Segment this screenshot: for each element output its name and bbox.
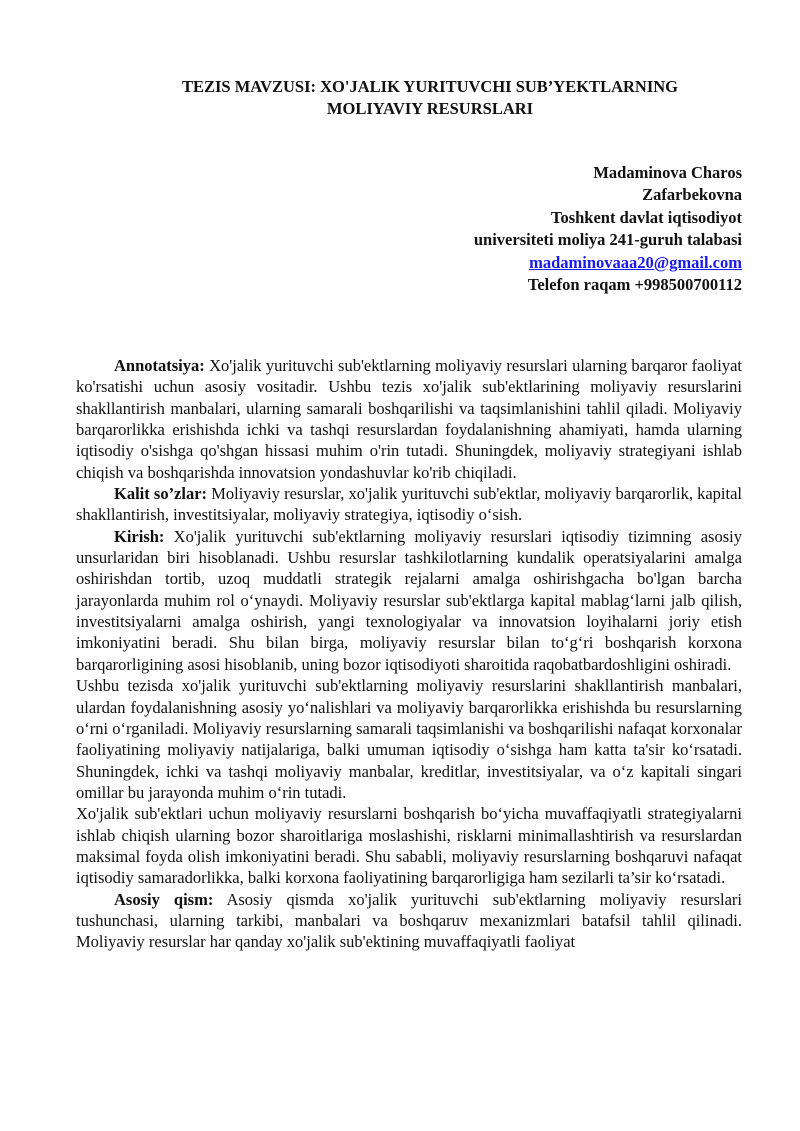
title-line-1: TEZIS MAVZUSI: XO'JALIK YURITUVCHI SUB’YEKTLARNING [181,77,678,96]
author-phone: Telefon raqam +998500700112 [527,275,742,295]
introduction-label: Kirish: [114,526,165,546]
main-part-paragraph [76,889,742,953]
author-name-line-1: Madaminova Charos [593,163,742,182]
annotation-text: Xo'jalik yurituvchi sub'ektlarning moliyaviy resurslari ularning barqaror faoliyat ko'rsatishi uchun asosiy vositadir. Ushbu tezis xo'jalik sub'ektlarining moliyaviy resurslarini shakllantirish manbalari, ularning samarali boshqarilishi va taqsimlanishini tahlil qiladi. Moliyaviy barqarorlikka erishishda ichki va tashqi resurslardan foydalanishning ahamiyati, hamda ularning iqtisodiy o'sishga qo'shgan hissasi muhim o'rin tutadi. Shuningdek, moliyaviy strategiyani ishlab chiqish va boshqarishda innovatsion yondashuvlar ko'rib chiqiladi. [76,356,742,482]
author-name-line-2: Zafarbekovna [642,185,742,205]
thesis-title [60,76,800,120]
title-line-2: MOLIYAVIY RESURSLARI [326,99,534,118]
introduction-paragraph-2: Ushbu tezisda xo'jalik yurituvchi sub'ektlarning moliyaviy resurslarini shakllantirish manbalari, ulardan foydalanishning asosiy yo‘nalishlari va moliyaviy barqarorlikka erishishda bu resurslarning o‘rni o‘rganiladi. Moliyaviy resurslarning samarali taqsimlanishi va boshqarilishi nafaqat korxonalar faoliyatining moliyaviy natijalariga, balki umuman iqtisodiy o‘sishga ham katta ta'sir ko‘rsatadi. Shuningdek, ichki va tashqi moliyaviy manbalar, kreditlar, investitsiyalar, va o‘z kapitali singari omillar bu jarayonda muhim o‘rin tutadi. [76,676,742,802]
author-email-line [242,252,742,274]
annotation-paragraph [76,355,742,483]
introduction-text: Xo'jalik yurituvchi sub'ektlarning moliyaviy resurslari iqtisodiy tizimning asosiy unsurlaridan biri hisoblanadi. Ushbu resurslar tashkilotlarning kundalik operatsiyalarini amalga oshirishdan tortib, uzoq muddatli strategik rejalarni amalga oshirishgacha bo'lgan barcha jarayonlarda muhim rol o‘ynaydi. Moliyaviy resurslar sub'ektlarga kapital mablag‘larni jalb qilish, investitsiyalarni amalga oshirish, yangi texnologiyalar va innovatsion loyihalarni joriy etish imkoniyatini beradi. Shu bilan birga, moliyaviy resurslar bilan to‘g‘ri boshqarish korxona barqarorligining asosi hisoblanib, uning bozor iqtisodiyoti sharoitida raqobatbardoshligini oshiradi. [76,526,742,674]
author-email-link[interactable]: madaminovaaa20@gmail.com [529,252,742,272]
keywords-paragraph [76,483,742,526]
introduction-paragraph-3: Xo'jalik sub'ektlari uchun moliyaviy resurslarni boshqarish bo‘yicha muvaffaqiyatli strategiyalarni ishlab chiqish ularning bozor sharoitlariga moslashishi, risklarni minimallashtirish va resurslardan maksimal foyda olish imkoniyatini beradi. Shu sababli, moliyaviy resurslarning boshqaruvi nafaqat iqtisodiy samaradorlikka, balki korxona faoliyatining barqarorligiga ham sezilarli ta’sir ko‘rsatadi. [76,804,742,888]
annotation-label: Annotatsiya: [114,356,205,375]
document-body [76,355,742,953]
author-affiliation-line-1: Toshkent davlat iqtisodiyot [550,207,742,227]
main-part-text: Asosiy qismda xo'jalik yurituvchi sub'ektlarning moliyaviy resurslari tushunchasi, ularning tarkibi, manbalari va boshqaruv mexanizmlari batafsil tahlil qilinadi. Moliyaviy resurslar har qanday xo'jalik sub'ektining muvaffaqiyatli faoliyat [76,889,743,952]
author-affiliation-line-2: universiteti moliya 241-guruh talabasi [473,230,742,250]
author-block [242,162,742,296]
main-part-label: Asosiy qism: [114,889,214,909]
keywords-label: Kalit so’zlar: [114,484,208,504]
keywords-text: Moliyaviy resurslar, xo'jalik yurituvchi sub'ektlar, moliyaviy barqarorlik, kapital shakllantirish, investitsiyalar, moliyaviy strategiya, iqtisodiy o‘sish. [76,484,743,525]
introduction-paragraph [76,526,742,675]
